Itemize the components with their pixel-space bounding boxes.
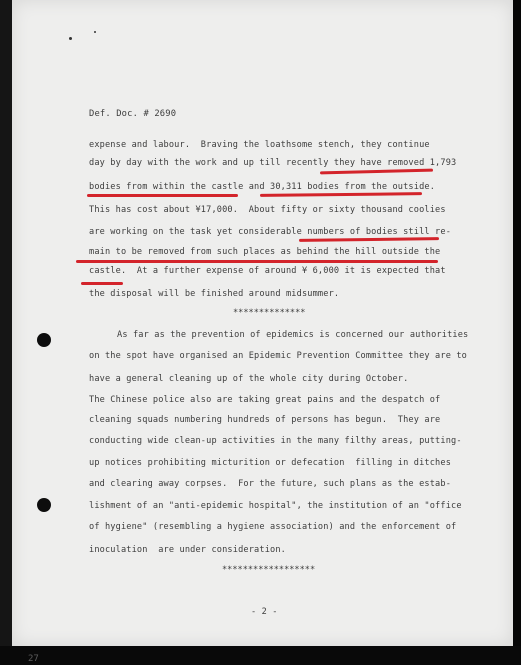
separator-stars: ****************** <box>222 565 316 575</box>
text-line: main to be removed from such places as behind the hill outside the <box>89 247 441 257</box>
punch-hole-upper <box>37 333 51 347</box>
scan-edge-right <box>513 0 521 665</box>
text-line: bodies from within the castle and 30,311 bodies from the outside. <box>89 182 436 192</box>
text-line: lishment of an "anti-epidemic hospital", the institution of an "office <box>89 501 462 511</box>
text-line: on the spot have organised an Epidemic Prevention Committee they are to <box>89 351 467 361</box>
red-underline <box>81 282 123 285</box>
document-reference: Def. Doc. # 2690 <box>89 109 177 119</box>
text-line: day by day with the work and up till recently they have removed 1,793 <box>89 158 457 168</box>
text-line: of hygiene" (resembling a hygiene association) and the enforcement of <box>89 522 457 532</box>
text-line: As far as the prevention of epidemics is concerned our authorities <box>117 330 469 340</box>
text-line: This has cost about ¥17,000. About fifty or sixty thousand coolies <box>89 205 446 215</box>
punch-hole-lower <box>37 498 51 512</box>
corner-note: 27 <box>28 654 39 664</box>
text-line: and clearing away corpses. For the future, such plans as the estab- <box>89 479 452 489</box>
text-line: are working on the task yet considerable numbers of bodies still re- <box>89 227 452 237</box>
text-line: expense and labour. Braving the loathsome stench, they continue <box>89 140 430 150</box>
text-line: conducting wide clean-up activities in the many filthy areas, putting- <box>89 436 462 446</box>
text-line: castle. At a further expense of around ¥ 6,000 it is expected that <box>89 266 446 276</box>
red-underline <box>76 260 438 263</box>
scan-speck <box>69 37 72 40</box>
text-line: inoculation are under consideration. <box>89 545 286 555</box>
red-underline <box>87 194 238 197</box>
text-line: have a general cleaning up of the whole city during October. <box>89 374 409 384</box>
separator-stars: ************** <box>233 308 306 318</box>
text-line: The Chinese police also are taking great pains and the despatch of <box>89 395 441 405</box>
text-line: up notices prohibiting micturition or defecation filling in ditches <box>89 458 452 468</box>
page-number: - 2 - <box>251 607 278 617</box>
scan-speck <box>94 31 96 33</box>
text-line: cleaning squads numbering hundreds of persons has begun. They are <box>89 415 441 425</box>
text-line: the disposal will be finished around midsummer. <box>89 289 340 299</box>
scan-edge-bottom <box>0 646 521 665</box>
